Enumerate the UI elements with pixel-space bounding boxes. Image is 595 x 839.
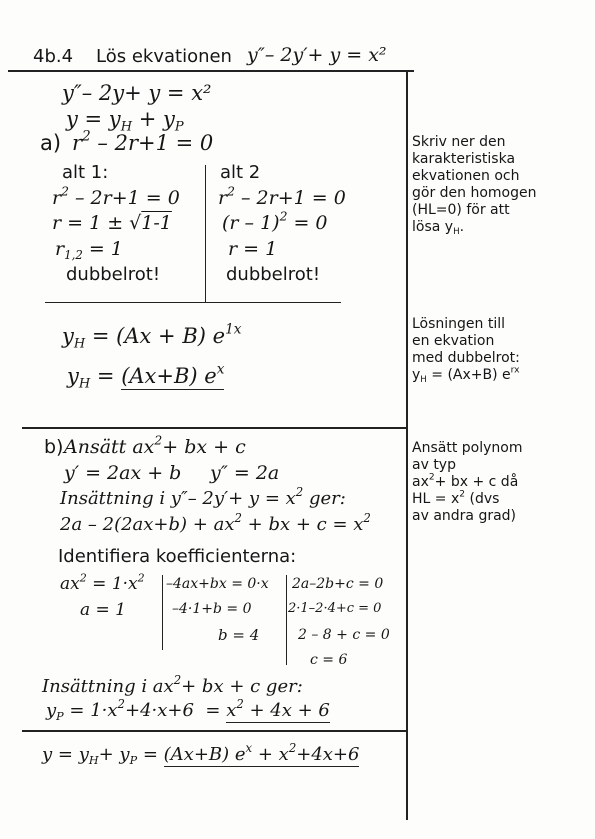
alt1-line-3: $r_{1,2} = 1$	[55, 238, 123, 263]
problem-title: Lös ekvationen	[96, 46, 232, 67]
header-underline	[8, 70, 414, 72]
coeff-col2-line-3: b = 4	[218, 626, 260, 644]
second-derivative: y″ = 2a	[210, 462, 280, 484]
particular-solution: $y_P = 1\cdot x^2+4\cdot x+6 = x^2 + 4x + 6$	[46, 696, 330, 723]
homogeneous-solution-2: $y_H = (Ax+B)$ $e^x$	[67, 361, 225, 392]
alt1-line-2: r = 1 ± √1-1	[52, 212, 172, 234]
coeff-col3-line-1: 2a–2b+c = 0	[292, 576, 384, 592]
alt-section-bottom-line	[45, 302, 341, 303]
setup-equation: y″– 2y+ y = x²	[62, 81, 212, 105]
coeff-col2-line-1: –4ax+bx = 0·x	[166, 576, 269, 592]
alt2-line-2: (r – 1)$^2$ = 0	[222, 209, 328, 234]
coeff-col3-line-3: 2 – 8 + c = 0	[298, 627, 390, 643]
coeff-col-divider-2	[286, 575, 287, 665]
alt1-line-1: $r^2 - 2r+1 = 0$	[52, 184, 180, 209]
side-note-3: Ansätt polynom av typ $ax^2+$ bx + c då HL = $x^2$ (dvs av andra grad)	[412, 440, 523, 524]
characteristic-equation: $r^2 - 2r+1 = 0$	[72, 128, 214, 155]
ansatz: Ansätt $ax^2+$ bx + c	[64, 433, 246, 458]
coeff-col3-line-4: c = 6	[310, 652, 348, 668]
identify-heading: Identifiera koefficienterna:	[58, 546, 297, 567]
insert2-text: Insättning i $ax^2+$ bx + c ger:	[42, 672, 303, 697]
coeff-col3-line-2: 2·1–2·4+c = 0	[288, 601, 382, 616]
coeff-col2-line-2: –4·1+b = 0	[172, 601, 252, 617]
insert-text: Insättning i y″– $2y'+ y = x^2$ ger:	[60, 484, 346, 509]
coeff-col1-line-2: a = 1	[80, 600, 127, 620]
coeff-col-divider-1	[162, 575, 163, 650]
problem-number: 4b.4	[33, 46, 74, 67]
final-solution: $y = y_H+ y_P = (Ax+B) e^x + x^2+4x+6$	[42, 740, 360, 767]
alt-column-divider	[205, 165, 206, 302]
alt2-title: alt 2	[220, 162, 261, 183]
alt2-line-3: r = 1	[228, 238, 278, 260]
side-note-2: Lösningen till en ekvation med dubbelrot: $y_H = (Ax+B)$ $e^{rx}$	[412, 316, 520, 386]
part-b-label: b)	[44, 436, 64, 458]
alt1-title: alt 1:	[62, 162, 109, 183]
alt2-line-4: dubbelrot!	[226, 264, 321, 285]
setup-solution-form: $y = y_H + y_P$	[66, 107, 184, 135]
part-a-label: a)	[40, 131, 62, 155]
alt2-line-1: $r^2 - 2r+1 = 0$	[218, 184, 346, 209]
final-section-line	[22, 730, 406, 732]
first-derivative: y′ = 2ax + b	[64, 462, 182, 484]
alt1-line-4: dubbelrot!	[66, 264, 161, 285]
homogeneous-solution-1: $y_H = (Ax + B)$ $e^{1x}$	[62, 321, 242, 352]
side-note-1: Skriv ner den karakteristiska ekvationen och gör den homogen (HL=0) för att lösa $y_H$.	[412, 134, 537, 238]
notes-column-divider	[406, 72, 408, 820]
insert-equation: $2a - 2(2ax+b) + ax^2$ + bx + $c = x^2$	[60, 510, 371, 535]
problem-equation: y″– 2y′+ y = x²	[247, 44, 387, 66]
part-a-b-divider	[22, 427, 406, 429]
coeff-col1-line-1: $ax^2 = 1\cdot x^2$	[60, 571, 145, 594]
